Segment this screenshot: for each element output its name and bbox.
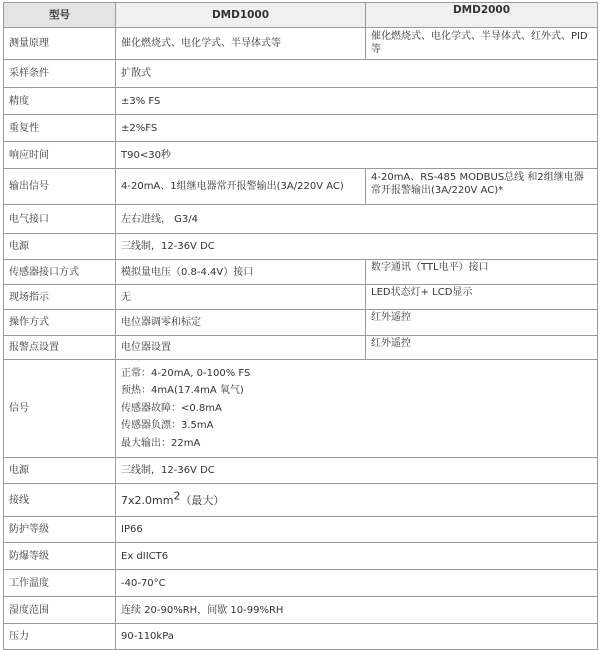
row-value: 扩散式 <box>116 60 598 88</box>
row-value-dmd2000: 红外遥控 <box>366 336 598 360</box>
table-row <box>4 285 598 310</box>
row-value: T90<30秒 <box>116 142 598 169</box>
table-row <box>4 260 598 285</box>
header-dmd1000: DMD1000 <box>116 3 366 28</box>
row-label: 电源 <box>4 458 116 484</box>
wiring-tail: （最大） <box>180 493 225 507</box>
table-row <box>4 310 598 336</box>
row-value-dmd1000: 无 <box>116 285 366 310</box>
row-label: 现场指示 <box>4 285 116 310</box>
row-value: IP66 <box>116 517 598 543</box>
row-label: 传感器接口方式 <box>4 260 116 285</box>
row-value <box>116 484 598 517</box>
table-row <box>4 115 598 142</box>
table-row <box>4 169 598 205</box>
row-value-dmd1000: 模拟量电压（0.8-4.4V）接口 <box>116 260 366 285</box>
table-row <box>4 234 598 260</box>
signal-line: 预热：4mA(17.4mA 氧气) <box>121 385 244 397</box>
row-value-dmd1000: 电位器调零和标定 <box>116 310 366 336</box>
row-value-dmd1000: 催化燃烧式、电化学式、半导体式等 <box>116 28 366 60</box>
row-label: 湿度范围 <box>4 597 116 624</box>
table-row <box>4 543 598 570</box>
table-header-row <box>4 3 598 28</box>
table-row <box>4 205 598 234</box>
table-row <box>4 60 598 88</box>
row-label: 防护等级 <box>4 517 116 543</box>
row-value-dmd2000: 催化燃烧式、电化学式、半导体式、红外式、PID等 <box>366 28 598 60</box>
row-value-dmd2000: 数字通讯（TTL电平）接口 <box>366 260 598 285</box>
table-row <box>4 88 598 115</box>
row-value: 左右进线， G3/4 <box>116 205 598 234</box>
row-value: 连续 20-90%RH，间歇 10-99%RH <box>116 597 598 624</box>
row-label: 输出信号 <box>4 169 116 205</box>
row-label: 电气接口 <box>4 205 116 234</box>
row-value-dmd1000: 4-20mA、1组继电器常开报警输出(3A/220V AC) <box>116 169 366 205</box>
row-label: 采样条件 <box>4 60 116 88</box>
signal-values <box>116 360 598 458</box>
row-value-dmd1000: 电位器设置 <box>116 336 366 360</box>
row-label: 响应时间 <box>4 142 116 169</box>
row-label: 报警点设置 <box>4 336 116 360</box>
row-label: 压力 <box>4 624 116 650</box>
row-label: 操作方式 <box>4 310 116 336</box>
table-row <box>4 570 598 597</box>
spec-table <box>3 2 598 650</box>
table-row <box>4 336 598 360</box>
row-label: 接线 <box>4 484 116 517</box>
row-value: Ex dIICT6 <box>116 543 598 570</box>
table-row <box>4 517 598 543</box>
row-value: 三线制，12-36V DC <box>116 234 598 260</box>
row-label: 信号 <box>4 360 116 458</box>
header-model: 型号 <box>4 3 116 28</box>
table-row <box>4 28 598 60</box>
row-label: 测量原理 <box>4 28 116 60</box>
row-value: ±2%FS <box>116 115 598 142</box>
table-row <box>4 624 598 650</box>
signal-line: 最大输出：22mA <box>121 437 201 449</box>
row-value: 90-110kPa <box>116 624 598 650</box>
row-value-dmd2000: 红外遥控 <box>366 310 598 336</box>
signal-line: 传感器负漂：3.5mA <box>121 420 214 432</box>
row-label: 工作温度 <box>4 570 116 597</box>
row-value-dmd2000: 4-20mA、RS-485 MODBUS总线 和2组继电器常开报警输出(3A/220V AC)* <box>366 169 598 205</box>
row-value: -40-70°C <box>116 570 598 597</box>
row-label: 重复性 <box>4 115 116 142</box>
table-row-signal <box>4 360 598 458</box>
table-row <box>4 597 598 624</box>
signal-line: 正常：4-20mA, 0-100% FS <box>121 367 251 379</box>
table-row <box>4 458 598 484</box>
table-row <box>4 484 598 517</box>
header-dmd2000: DMD2000 <box>366 3 598 28</box>
row-label: 精度 <box>4 88 116 115</box>
row-label: 防爆等级 <box>4 543 116 570</box>
row-value-dmd2000: LED状态灯+ LCD显示 <box>366 285 598 310</box>
row-value: 三线制，12-36V DC <box>116 458 598 484</box>
wiring-superscript: 2 <box>173 488 181 502</box>
wiring-value: 7x2.0mm <box>121 493 174 507</box>
table-row <box>4 142 598 169</box>
signal-line: 传感器故障：<0.8mA <box>121 402 222 414</box>
row-value: ±3% FS <box>116 88 598 115</box>
row-label: 电源 <box>4 234 116 260</box>
